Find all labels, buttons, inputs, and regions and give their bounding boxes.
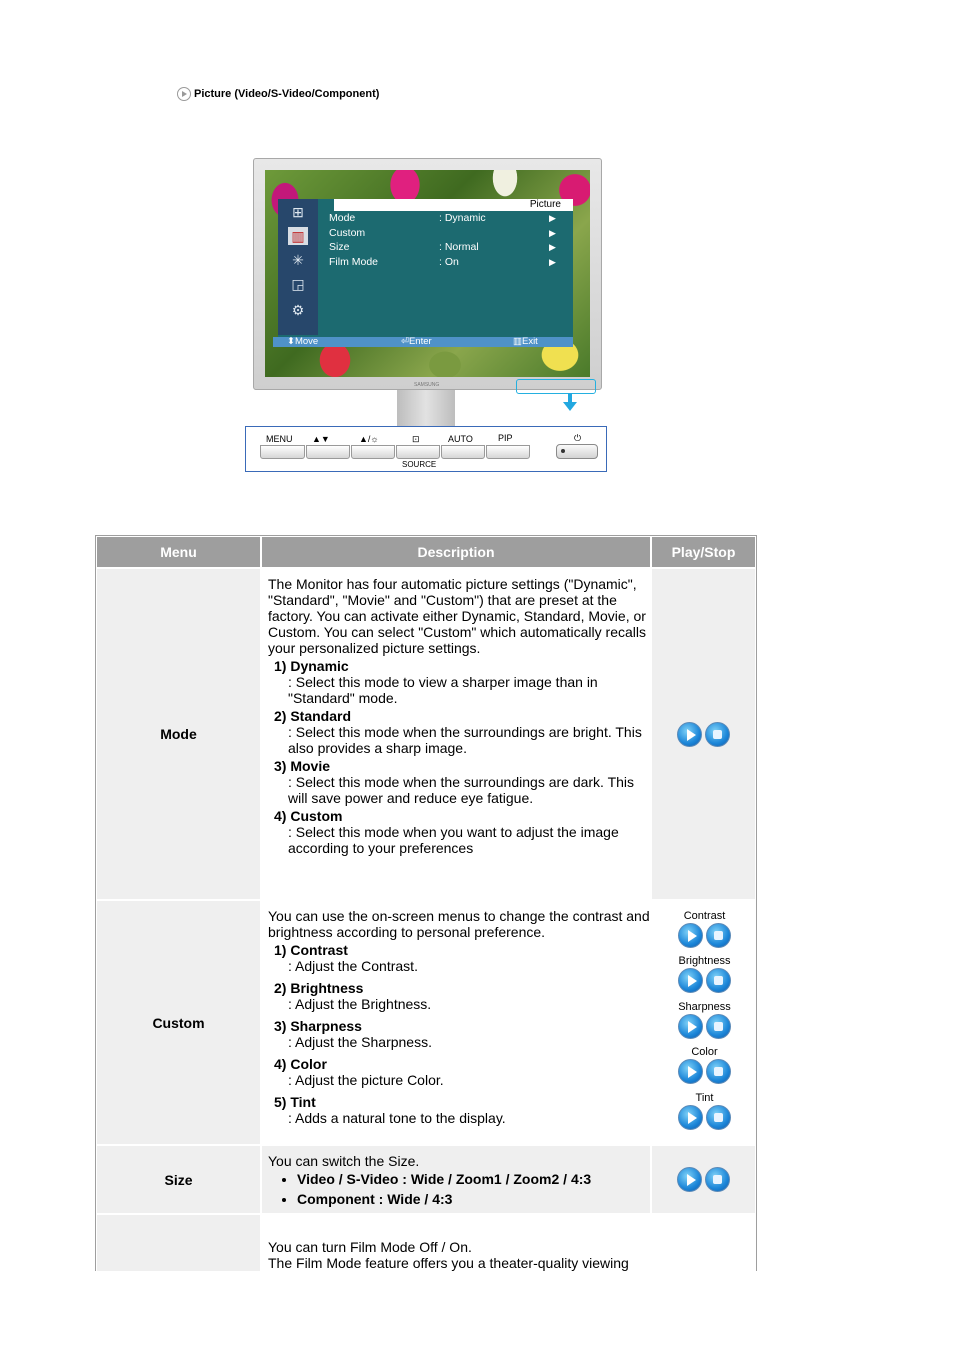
down-button[interactable]	[306, 445, 350, 459]
up-button[interactable]	[351, 445, 395, 459]
osd-row-custom	[329, 226, 564, 241]
list-item: • Video / S-Video : Wide / Zoom1 / Zoom2 / 4:3	[297, 1171, 650, 1187]
description-intro: The Monitor has four automatic picture settings ("Dynamic", "Standard", "Movie" and "Custom") that are preset at the factory. You can activate either Dynamic, Standard, Movie, or Custom. You can select "Custom" which automatically recalls your personalized picture settings.	[268, 576, 646, 656]
triangle-right-icon: ▶	[549, 242, 556, 252]
description-line: The Film Mode feature offers you a theater-quality viewing	[268, 1255, 629, 1271]
item-text: : Select this mode to view a sharper image than in "Standard" mode.	[288, 674, 598, 706]
play-icon[interactable]	[678, 1059, 703, 1084]
item-text: : Select this mode when you want to adjust the image according to your preferences	[288, 824, 619, 856]
stop-icon[interactable]	[706, 1105, 731, 1130]
description-mode	[262, 569, 650, 899]
osd-footer-enter: ⏎Enter	[401, 336, 432, 347]
osd-footer-move: ⬍Move	[287, 336, 319, 347]
triangle-right-icon: ▶	[549, 256, 556, 267]
item-text: : Select this mode when the surroundings are dark. This will save power and reduce eye fatigue.	[288, 774, 635, 806]
osd-row-label: Size	[329, 241, 350, 253]
auto-button[interactable]	[441, 445, 485, 459]
stop-icon[interactable]	[705, 1167, 730, 1192]
osd-footer-exit: ▥Exit	[513, 336, 538, 347]
item-title: 1) Dynamic	[274, 658, 349, 674]
panel-label-source-text: SOURCE	[402, 460, 437, 469]
menu-cell-custom: Custom	[97, 901, 260, 1144]
play-stop-film-mode	[652, 1215, 755, 1271]
picture-icon: ▥	[288, 227, 308, 245]
menu-icon: ▥	[513, 336, 522, 347]
play-stop-custom	[652, 901, 755, 1144]
description-custom	[262, 901, 650, 1144]
play-stop-label: Color	[691, 1046, 718, 1058]
setup-icon: ⚙	[291, 302, 305, 318]
panel-label-menu: MENU	[266, 434, 293, 444]
osd-row-mode	[329, 211, 564, 226]
panel-label-brightness: ▲/☼	[359, 434, 379, 444]
item-text: : Select this mode when the surroundings are bright. This also provides a sharp image.	[288, 724, 642, 756]
item-title: 5) Tint	[274, 1094, 316, 1110]
item-title: 2) Standard	[274, 708, 352, 724]
play-stop-label: Sharpness	[678, 1001, 731, 1013]
osd-row-value: : Normal	[439, 241, 479, 253]
settings-table	[95, 535, 757, 1271]
play-icon[interactable]	[678, 1014, 703, 1039]
panel-label-auto: AUTO	[448, 434, 473, 444]
play-stop-color	[652, 1045, 757, 1084]
play-stop-mode	[652, 569, 755, 899]
menu-button[interactable]	[260, 445, 305, 459]
stop-icon[interactable]	[706, 1059, 731, 1084]
panel-label-pip: PIP	[498, 433, 513, 443]
description-intro: You can switch the Size.	[268, 1153, 420, 1169]
stop-icon[interactable]	[706, 968, 731, 993]
osd-footer	[273, 337, 573, 347]
item-text: : Adds a natural tone to the display.	[288, 1110, 506, 1126]
osd-row-value: : Dynamic	[439, 212, 486, 224]
stop-icon[interactable]	[706, 1014, 731, 1039]
item-text: : Adjust the picture Color.	[288, 1072, 444, 1088]
menu-cell-film-mode	[97, 1215, 260, 1271]
play-icon[interactable]	[678, 1105, 703, 1130]
power-icon: ⏻	[574, 433, 582, 443]
osd-row-label: Film Mode	[329, 255, 379, 268]
panel-label-updown: ▲▼	[312, 434, 330, 444]
header-menu: Menu	[97, 537, 260, 567]
arrow-down-icon	[562, 393, 579, 413]
item-title: 3) Movie	[274, 758, 331, 774]
bezel-buttons-highlight	[516, 379, 596, 394]
play-stop-label: Contrast	[683, 910, 726, 922]
play-stop-contrast	[652, 909, 757, 948]
menu-cell-mode: Mode	[97, 569, 260, 899]
control-panel	[245, 426, 607, 472]
enter-icon: ⏎	[401, 336, 409, 347]
list-item: • Component : Wide / 4:3	[297, 1191, 650, 1207]
description-intro: You can use the on-screen menus to change the contrast and brightness according to personal preference.	[268, 908, 650, 940]
stop-icon[interactable]	[706, 923, 731, 948]
monitor-stand	[397, 390, 455, 427]
play-icon[interactable]	[678, 968, 703, 993]
osd-row-label: Mode	[329, 212, 356, 224]
stop-icon[interactable]	[705, 722, 730, 747]
description-film-mode	[262, 1215, 650, 1271]
play-icon[interactable]	[678, 923, 703, 948]
play-stop-tint	[652, 1091, 757, 1130]
header-description: Description	[262, 537, 650, 567]
item-text: : Adjust the Contrast.	[288, 958, 418, 974]
triangle-right-icon: ▶	[549, 227, 556, 238]
osd-sidebar	[278, 199, 318, 335]
arrow-right-circle-icon	[177, 87, 191, 101]
play-icon[interactable]	[677, 1167, 702, 1192]
osd-row-label: Custom	[329, 226, 366, 239]
item-title: 2) Brightness	[274, 980, 364, 996]
section-heading-text: Picture (Video/S-Video/Component)	[194, 88, 380, 100]
item-title: 4) Color	[274, 1056, 327, 1072]
play-stop-brightness	[652, 954, 757, 993]
power-button[interactable]	[556, 444, 598, 459]
menu-cell-size: Size	[97, 1146, 260, 1213]
sound-icon: ✳	[292, 252, 304, 268]
source-button[interactable]	[396, 445, 440, 459]
item-text: : Adjust the Brightness.	[288, 996, 432, 1012]
item-text: : Adjust the Sharpness.	[288, 1034, 432, 1050]
play-stop-label: Tint	[695, 1092, 714, 1104]
item-title: 1) Contrast	[274, 942, 348, 958]
monitor-screen	[265, 170, 590, 377]
play-stop-size	[652, 1146, 755, 1213]
item-title: 3) Sharpness	[274, 1018, 362, 1034]
monitor-illustration	[253, 158, 602, 390]
input-icon: ⊞	[292, 204, 304, 220]
play-icon[interactable]	[677, 722, 702, 747]
description-size	[262, 1146, 650, 1213]
osd-row-size	[329, 240, 564, 255]
osd-rows	[329, 211, 564, 269]
osd-title: Picture	[334, 199, 573, 211]
osd-row-film-mode	[329, 255, 564, 270]
header-play-stop: Play/Stop	[652, 537, 755, 567]
pip-icon: ◲	[291, 276, 305, 292]
play-stop-sharpness	[652, 1000, 757, 1039]
triangle-right-icon: ▶	[549, 213, 556, 223]
size-options-list	[268, 1171, 650, 1207]
updown-icon: ⬍	[287, 336, 295, 347]
osd-menu	[278, 199, 573, 347]
osd-row-value: : On	[439, 255, 459, 268]
item-title: 4) Custom	[274, 808, 343, 824]
description-line: You can turn Film Mode Off / On.	[268, 1239, 472, 1255]
panel-label-source: ⊡	[412, 434, 420, 444]
section-heading	[177, 87, 379, 101]
play-stop-label: Brightness	[678, 955, 731, 967]
brand-logo: SAMSUNG	[414, 382, 440, 388]
pip-button[interactable]	[486, 445, 530, 459]
